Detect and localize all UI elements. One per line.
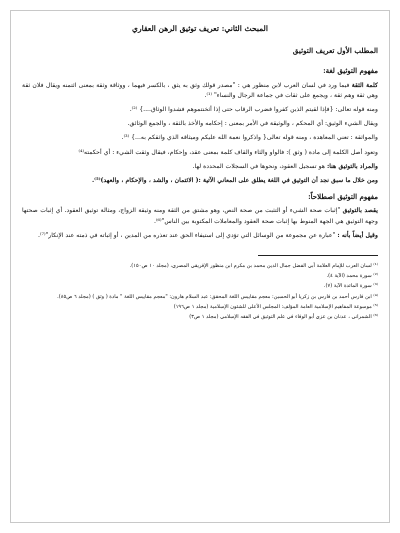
footnote-5: ⁽⁵⁾ موسوعة المفاهيم الإسلامية العامة المؤلف: المجلس الأعلى للشئون الإسلامية (مجلد ١ ص١٩٦) bbox=[173, 303, 378, 310]
section-title: المبحث الثاني: تعريف توثيق الرهن العقاري bbox=[132, 24, 268, 33]
paragraph-9-bold: وقيل أيضاً بأنه : bbox=[337, 231, 378, 239]
subsection-title: المطلب الأول تعريف التوثيق bbox=[292, 46, 378, 56]
paragraph-6-bold: والمراد بالتوثيق هنا: bbox=[327, 162, 378, 170]
paragraph-8-text: "إثبات صحة الشيء أو التثبت من صحة النص، وهو مشتق من الثقة ومنه وثيقة الزواج، ومثالة توثيق العقود. أي إثبات صحتها وجهة التوثيق هي الجهة المنوط بها إثبات صحة العقود والمعاملات المكتوبة بين الناس"⁽⁶⁾. bbox=[22, 207, 378, 225]
paragraph-7: ومن خلال ما سبق نجد أن التوثيق في اللغة يطلق على المعاني الآتية :( الائتمان ، والشد ، والإحكام ، والعهد)⁽⁵⁾. bbox=[92, 177, 378, 185]
footnotes bbox=[22, 262, 378, 322]
footnote-1: ⁽¹⁾ لسان العرب للإمام العلامة أبي الفضل جمال الدين محمد بن مكرم ابن منظور الإفريقي المصري، (مجلد ١٠ ص١٥٠). bbox=[129, 263, 378, 270]
footnote-2: ⁽²⁾ سورة محمد (الآية ٤). bbox=[326, 273, 378, 280]
paragraph-1-bold: كلمة الثقة bbox=[351, 81, 378, 89]
paragraph-1 bbox=[22, 81, 378, 101]
footnote-6: ⁽⁶⁾ الشمراني ، عدنان بن عزي أبو الوفاء في علم التوثيق في الفقه الإسلامي (مجلد ١ ص٣) bbox=[189, 314, 378, 321]
paragraph-8-bold: يقصد بالتوثيق bbox=[342, 207, 378, 215]
paragraph-5: وتعود أصل الكلمة إلى مادة ( وثق ): فالواو والثاء والقاف كلمة بمعنى عقد، وإحكام، فيقال وثقت الشيء : أي أحكمته⁽⁴⁾ bbox=[78, 148, 378, 156]
footnote-divider bbox=[258, 255, 378, 256]
heading-linguistic: مفهوم التوثيق لغة: bbox=[323, 66, 378, 76]
footnote-4: ⁽⁴⁾ ابن فارس أحمد بن فارس بن زكريا أبو الحسين: معجم مقاييس اللغة المحقق: عبد السلام هارون: "معجم مقاييس اللغة " مادة ( وثق ) (مجلد ٦ ص٨٥). bbox=[57, 293, 378, 300]
document-body bbox=[22, 22, 378, 323]
paragraph-6-text: هو تسجيل العقود، ونحوها في السجلات المحددة لها. bbox=[192, 162, 328, 170]
footnote-3: ⁽³⁾ سورة المائدة الآية (٧). bbox=[323, 283, 378, 290]
paragraph-9 bbox=[22, 231, 378, 241]
paragraph-8 bbox=[22, 206, 378, 226]
paragraph-2: ومنه قوله تعالى: {فإذا لقيتم الذين كفروا فضرب الرقاب حتى إذا أثخنتموهم فشدوا الوثاق....} ⁽²⁾. bbox=[129, 106, 378, 114]
heading-terminological: مفهوم التوثيق اصطلاحاً: bbox=[308, 192, 378, 202]
paragraph-6 bbox=[22, 162, 378, 172]
paragraph-4: والمواثقة : تعني المعاهدة ، ومنه قوله تعالى{ واذكروا نعمة الله عليكم وميثاقه الذي واثقكم به...} ⁽³⁾. bbox=[121, 134, 378, 142]
paragraph-3: ويقال الشيء الوثيق: أي المحكم ، والوثيقة في الأمر بمعنى : إحكامه والأخذ بالثقة ، والجمع الوثائق. bbox=[127, 120, 378, 128]
paragraph-9-text: "عبارة عن مجموعة من الوسائل التي تؤدي إلى استيفاء الحق عند تعذره من المدين ، أو إثباته في ذمته عند الإنكار"⁽⁷⁾. bbox=[37, 231, 338, 239]
paragraph-1-text: فيما ورد في لسان العرب لابن منظور هي : "مصدر قولك وثق به يثق ، بالكسر فيهما ، ووثاقة وثقة بمعنى ائتمنه ويقال فلان ثقة وهي ثقة وهم ثقة ، ويجمع على ثقات في جماعة الرجال والنساء" ⁽¹⁾. bbox=[22, 81, 378, 99]
